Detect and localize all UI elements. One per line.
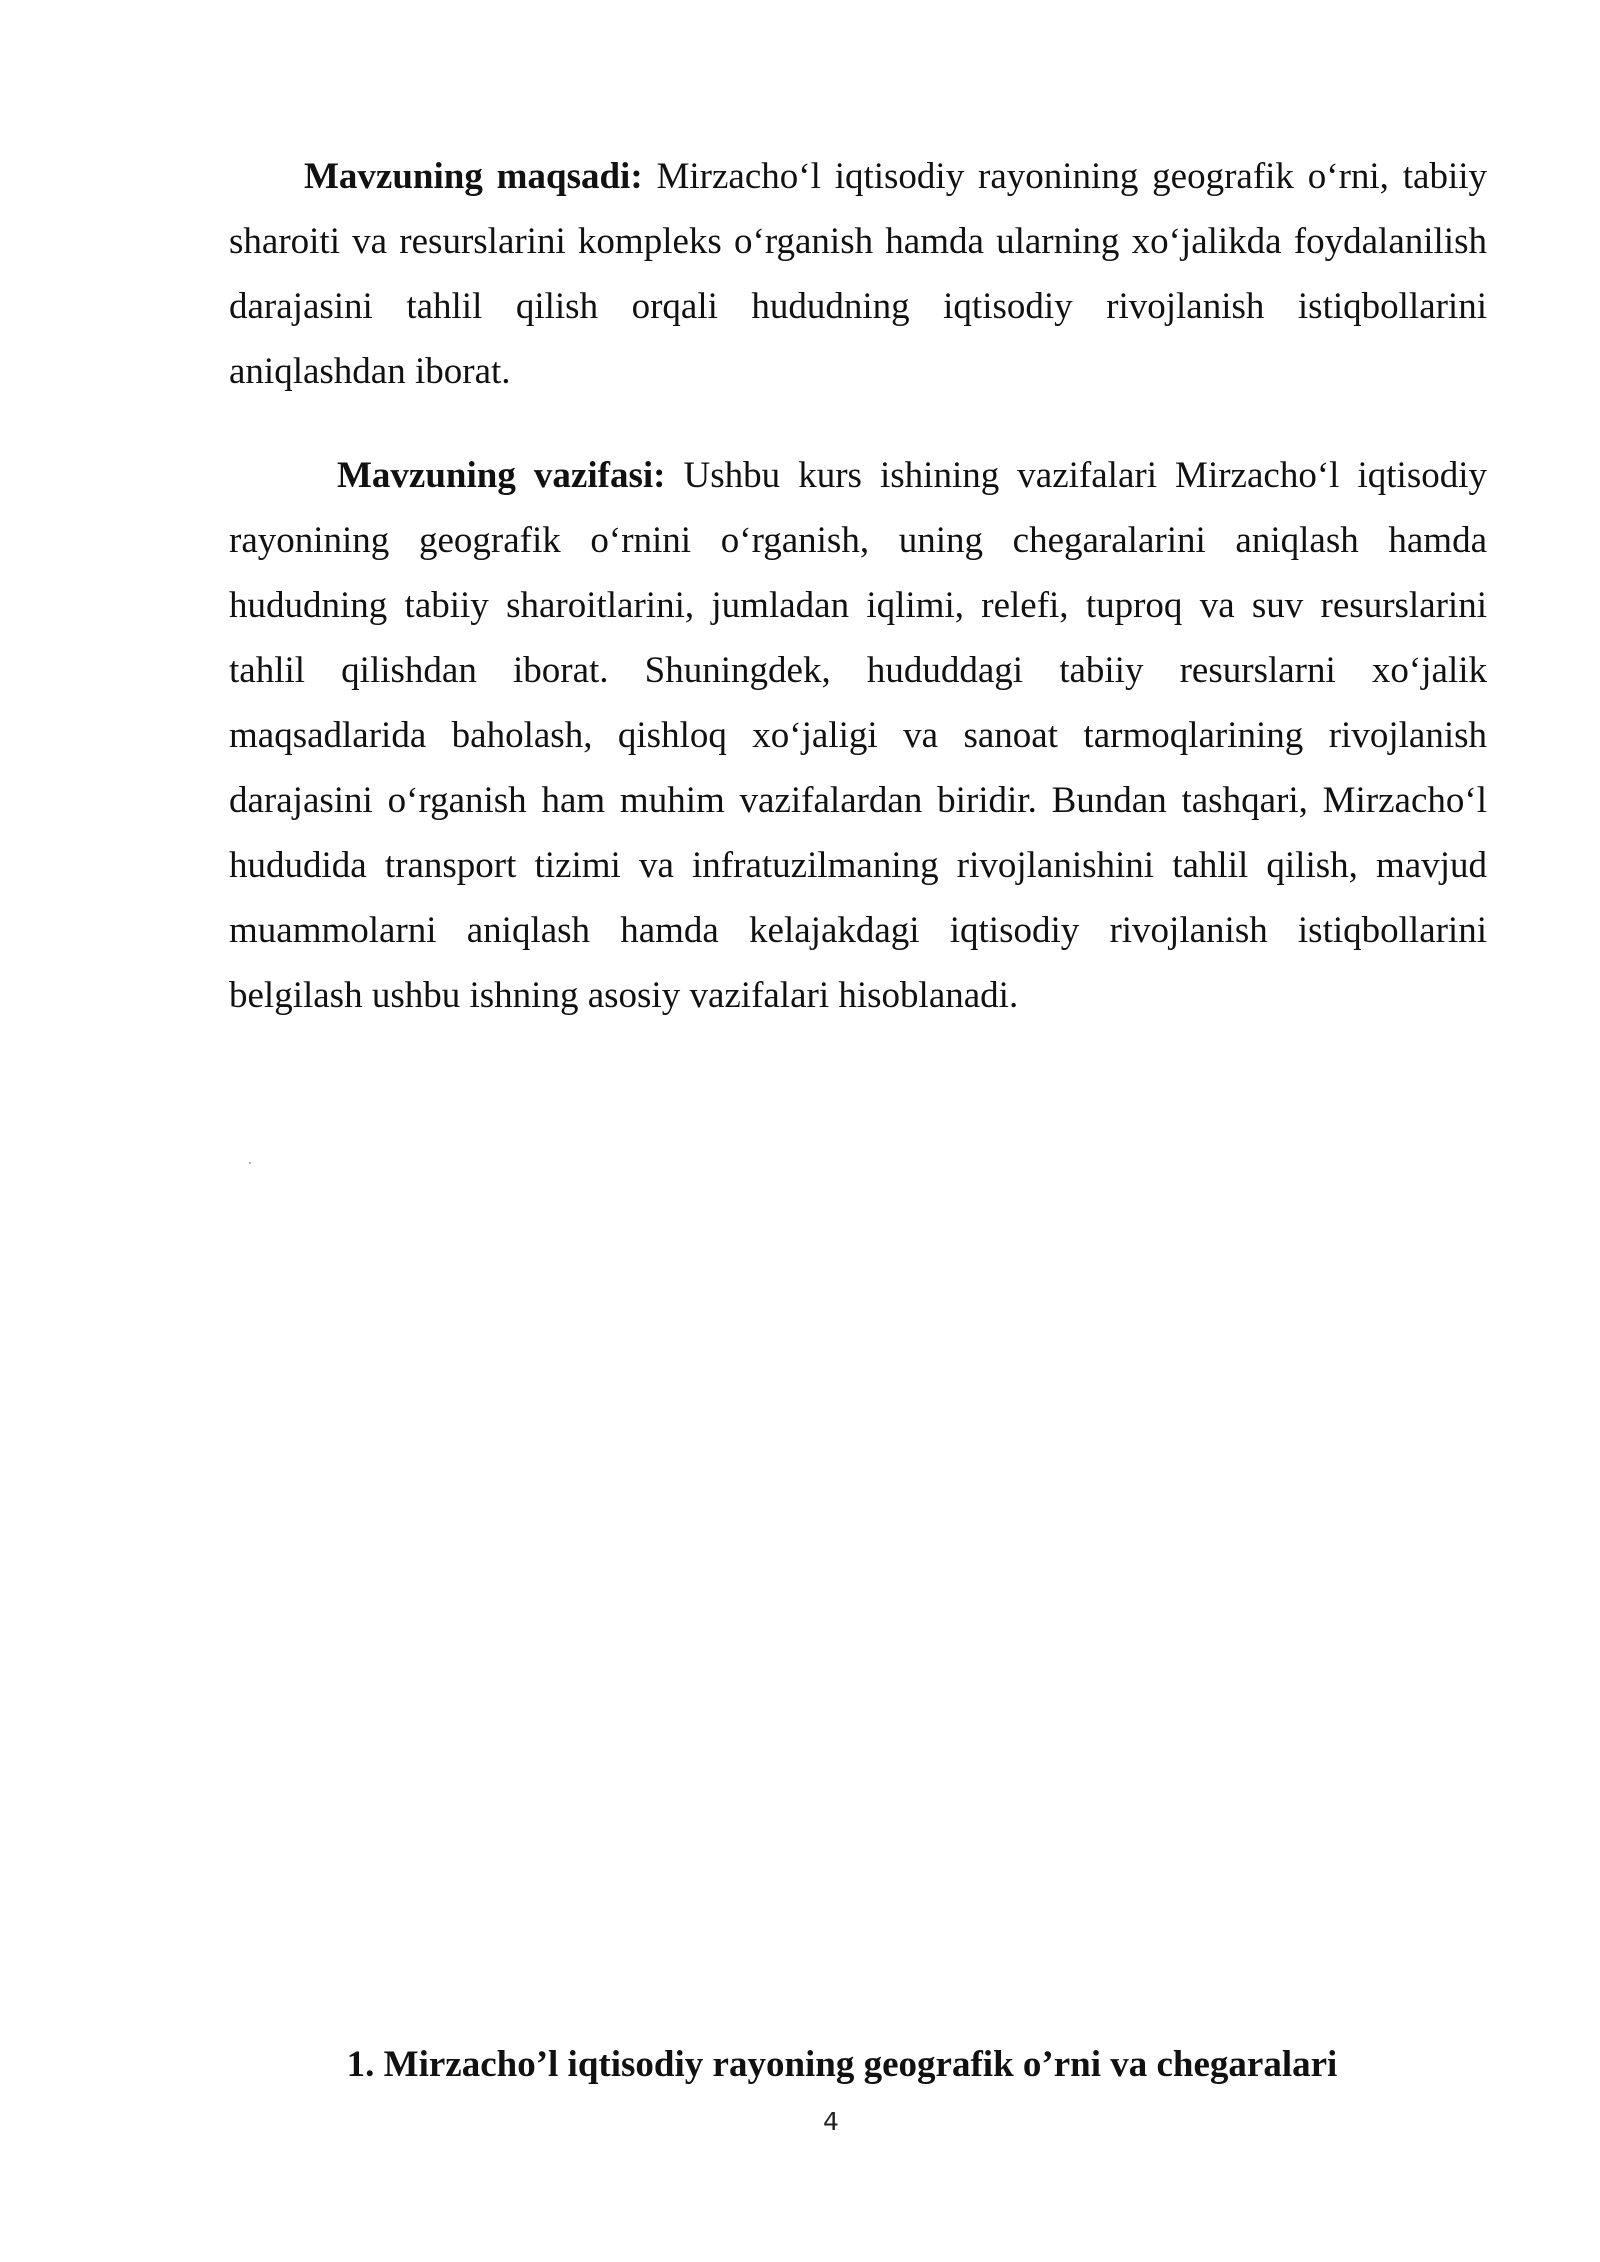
tasks-text: Ushbu kurs ishining vazifalari Mirzacho‘l iqtisodiy rayonining geografik o‘rnini o‘rganish, uning chegaralarini aniqlash hamda hududning tabiiy sharoitlarini, jumladan iqlimi, relefi, tuproq va suv resurslarini tahlil qilishdan iborat. Shuningdek, hududdagi tabiiy resurslarni xo‘jalik maqsadlarida baholash, qishloq xo‘jaligi va sanoat tarmoqlarining rivojlanish darajasini o‘rganish ham muhim vazifalardan biridir. Bundan tashqari, Mirzacho‘l hududida transport tizimi va infratuzilmaning rivojlanishini tahlil qilish, mavjud muammolarni aniqlash hamda kelajakdagi iqtisodiy rivojlanish istiqbollarini belgilash ushbu ishning asosiy vazifalari hisoblanadi. [229, 455, 1488, 1016]
aim-paragraph [229, 144, 1487, 404]
aim-text: Mirzacho‘l iqtisodiy rayonining geografik o‘rni, tabiiy sharoiti va resurslarini kompleks o‘rganish hamda ularning xo‘jalikda foydalanilish darajasini tahlil qilish orqali hududning iqtisodiy rivojlanish istiqbollarini aniqlashdan iborat. [229, 156, 1488, 392]
section-heading: 1. Mirzacho’l iqtisodiy rayoning geografik o’rni va chegaralari [346, 2044, 1338, 2085]
tasks-paragraph [229, 443, 1487, 1028]
tasks-label: Mavzuning vazifasi: [337, 455, 666, 496]
aim-label: Mavzuning maqsadi: [304, 156, 643, 197]
stray-dot [249, 1162, 251, 1164]
page-number: 4 [823, 2107, 839, 2136]
